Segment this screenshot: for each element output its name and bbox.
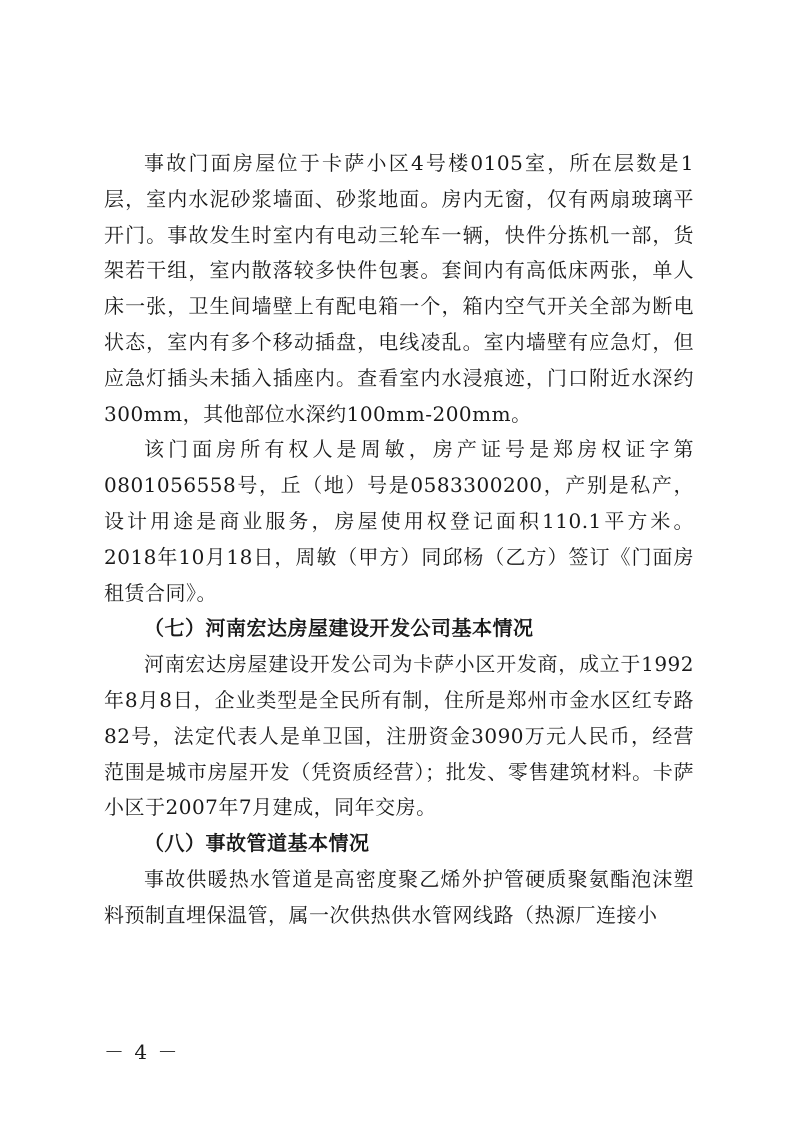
section-heading-pipeline: （八）事故管道基本情况 [144,831,370,856]
document-body [104,146,694,934]
paragraph-developer-info: 河南宏达房屋建设开发公司为卡萨小区开发商，成立于1992年8月8日，企业类型是全民所有制，住所是郑州市金水区红专路82号，法定代表人是单卫国，注册资金3090万元人民币，经营范围是城市房屋开发（凭资质经营）；批发、零售建筑材料。卡萨小区于2007年7月建成，同年交房。 [104,652,694,820]
paragraph-pipeline-info: 事故供暖热水管道是高密度聚乙烯外护管硬质聚氨酯泡沫塑料预制直埋保温管，属一次供热供水管网线路（热源厂连接小 [104,866,694,927]
section-heading-developer: （七）河南宏达房屋建设开发公司基本情况 [144,616,534,641]
page-number: － 4 － [104,1040,180,1064]
paragraph-property-owner: 该门面房所有权人是周敏，房产证号是郑房权证字第0801056558号，丘（地）号是0583300200，产别是私产，设计用途是商业服务，房屋使用权登记面积110.1平方米。 2018年10月18日，周敏（甲方）同邱杨（乙方）签订《门面房租赁合同》。 [104,437,694,605]
paragraph-accident-premises: 事故门面房屋位于卡萨小区4号楼0105室，所在层数是1层，室内水泥砂浆墙面、砂浆地面。房内无窗，仅有两扇玻璃平开门。事故发生时室内有电动三轮车一辆，快件分拣机一部，货架若干组，室内散落较多快件包裹。套间内有高低床两张，单人床一张，卫生间墙壁上有配电箱一个，箱内空气开关全部为断电状态，室内有多个移动插盘，电线凌乱。室内墙壁有应急灯，但应急灯插头未插入插座内。查看室内水浸痕迹，门口附近水深约300mm，其他部位水深约100mm-200mm。 [104,151,694,426]
